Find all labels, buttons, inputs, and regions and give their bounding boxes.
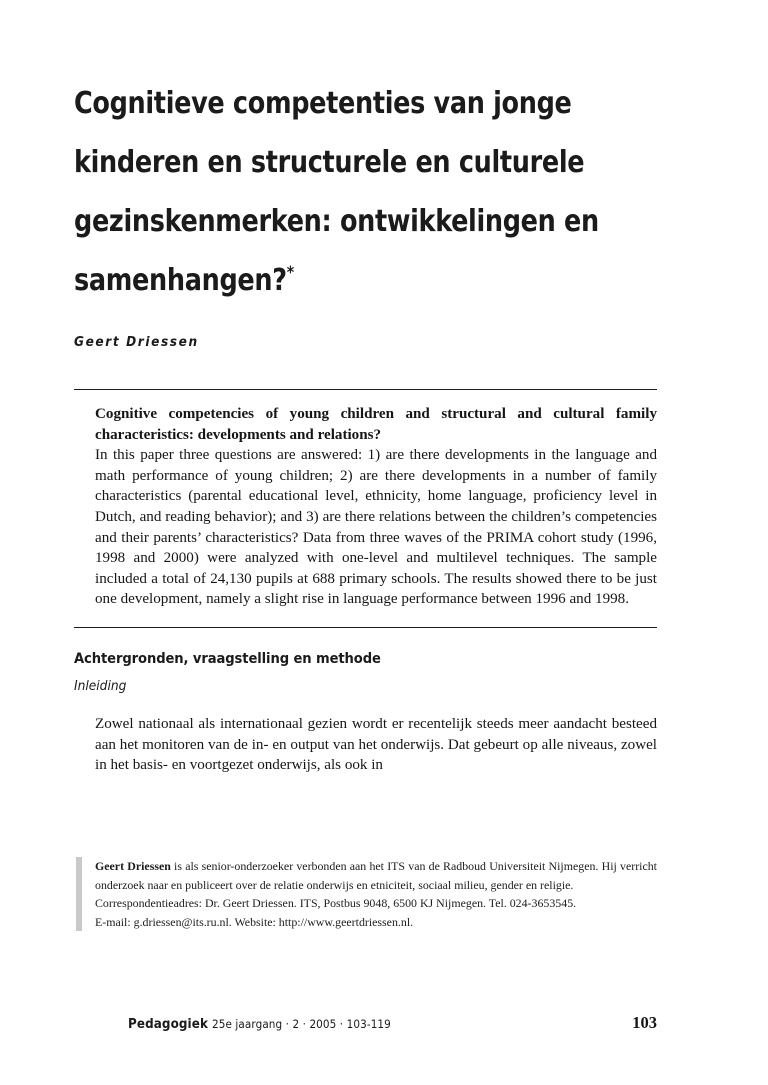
footnote-text	[95, 857, 657, 931]
page-footer	[128, 1013, 657, 1033]
content-column	[74, 0, 657, 776]
title-line-1: Cognitieve competenties van jonge	[74, 86, 572, 121]
title-line-2: kinderen en structurele en culturele	[74, 145, 585, 180]
section-heading: Achtergronden, vraagstelling en methode	[74, 649, 381, 667]
page-title	[74, 0, 657, 310]
footnote-bio: is als senior-onderzoeker verbonden aan het ITS van de Radboud Universiteit Nijmegen. Hij verricht onderzoek naar en publiceert over de relatie onderwijs en etniciteit, sociaal milieu, gender en religie.	[95, 859, 657, 892]
body-paragraph: Zowel nationaal als internationaal gezien wordt er recentelijk steeds meer aandacht besteed aan het monitoren van de in- en output van het onderwijs. Dat gebeurt op alle niveaus, zowel in het basis- en voortgezet onderwijs, als ook in	[95, 715, 657, 774]
title-line-4: samenhangen?	[74, 263, 287, 298]
footnote-author-name: Geert Driessen	[95, 859, 171, 873]
footer-citation	[128, 1017, 391, 1032]
page-number: 103	[632, 1013, 657, 1032]
title-footnote-marker: *	[286, 263, 294, 283]
footnote-block	[76, 857, 657, 931]
footnote-contact: E-mail: g.driessen@its.ru.nl. Website: http://www.geertdriessen.nl.	[95, 914, 414, 929]
abstract-heading: Cognitive competencies of young children and structural and cultural family characteristics: developments and relations?	[95, 406, 657, 443]
footnote-accent-bar	[76, 857, 82, 931]
issue-info: 25e jaargang · 2 · 2005 · 103-119	[212, 1017, 391, 1031]
subsection-heading: Inleiding	[74, 677, 127, 694]
abstract-body: In this paper three questions are answered: 1) are there developments in the language and math performance of young children; 2) are there developments in a number of family characteristics (parental educational level, ethnicity, home language, proficiency level in Dutch, and reading behavior); and 3) are there relations between the children’s competencies and their parents’ characteristics? Data from three waves of the PRIMA cohort study (1996, 1998 and 2000) were analyzed with one-level and multilevel techniques. The sample included a total of 24,130 pupils at 688 primary schools. The results showed there to be just one development, namely a slight rise in language performance between 1996 and 1998.	[95, 447, 657, 608]
author-byline: Geert Driessen	[74, 334, 199, 350]
title-line-3: gezinskenmerken: ontwikkelingen en	[74, 204, 599, 239]
footnote-correspondence: Correspondentieadres: Dr. Geert Driessen. ITS, Postbus 9048, 6500 KJ Nijmegen. Tel. 024-3653545.	[95, 896, 577, 911]
footnote-bio-line	[95, 857, 657, 894]
abstract-block	[74, 390, 657, 610]
journal-name: Pedagogiek	[128, 1017, 209, 1032]
